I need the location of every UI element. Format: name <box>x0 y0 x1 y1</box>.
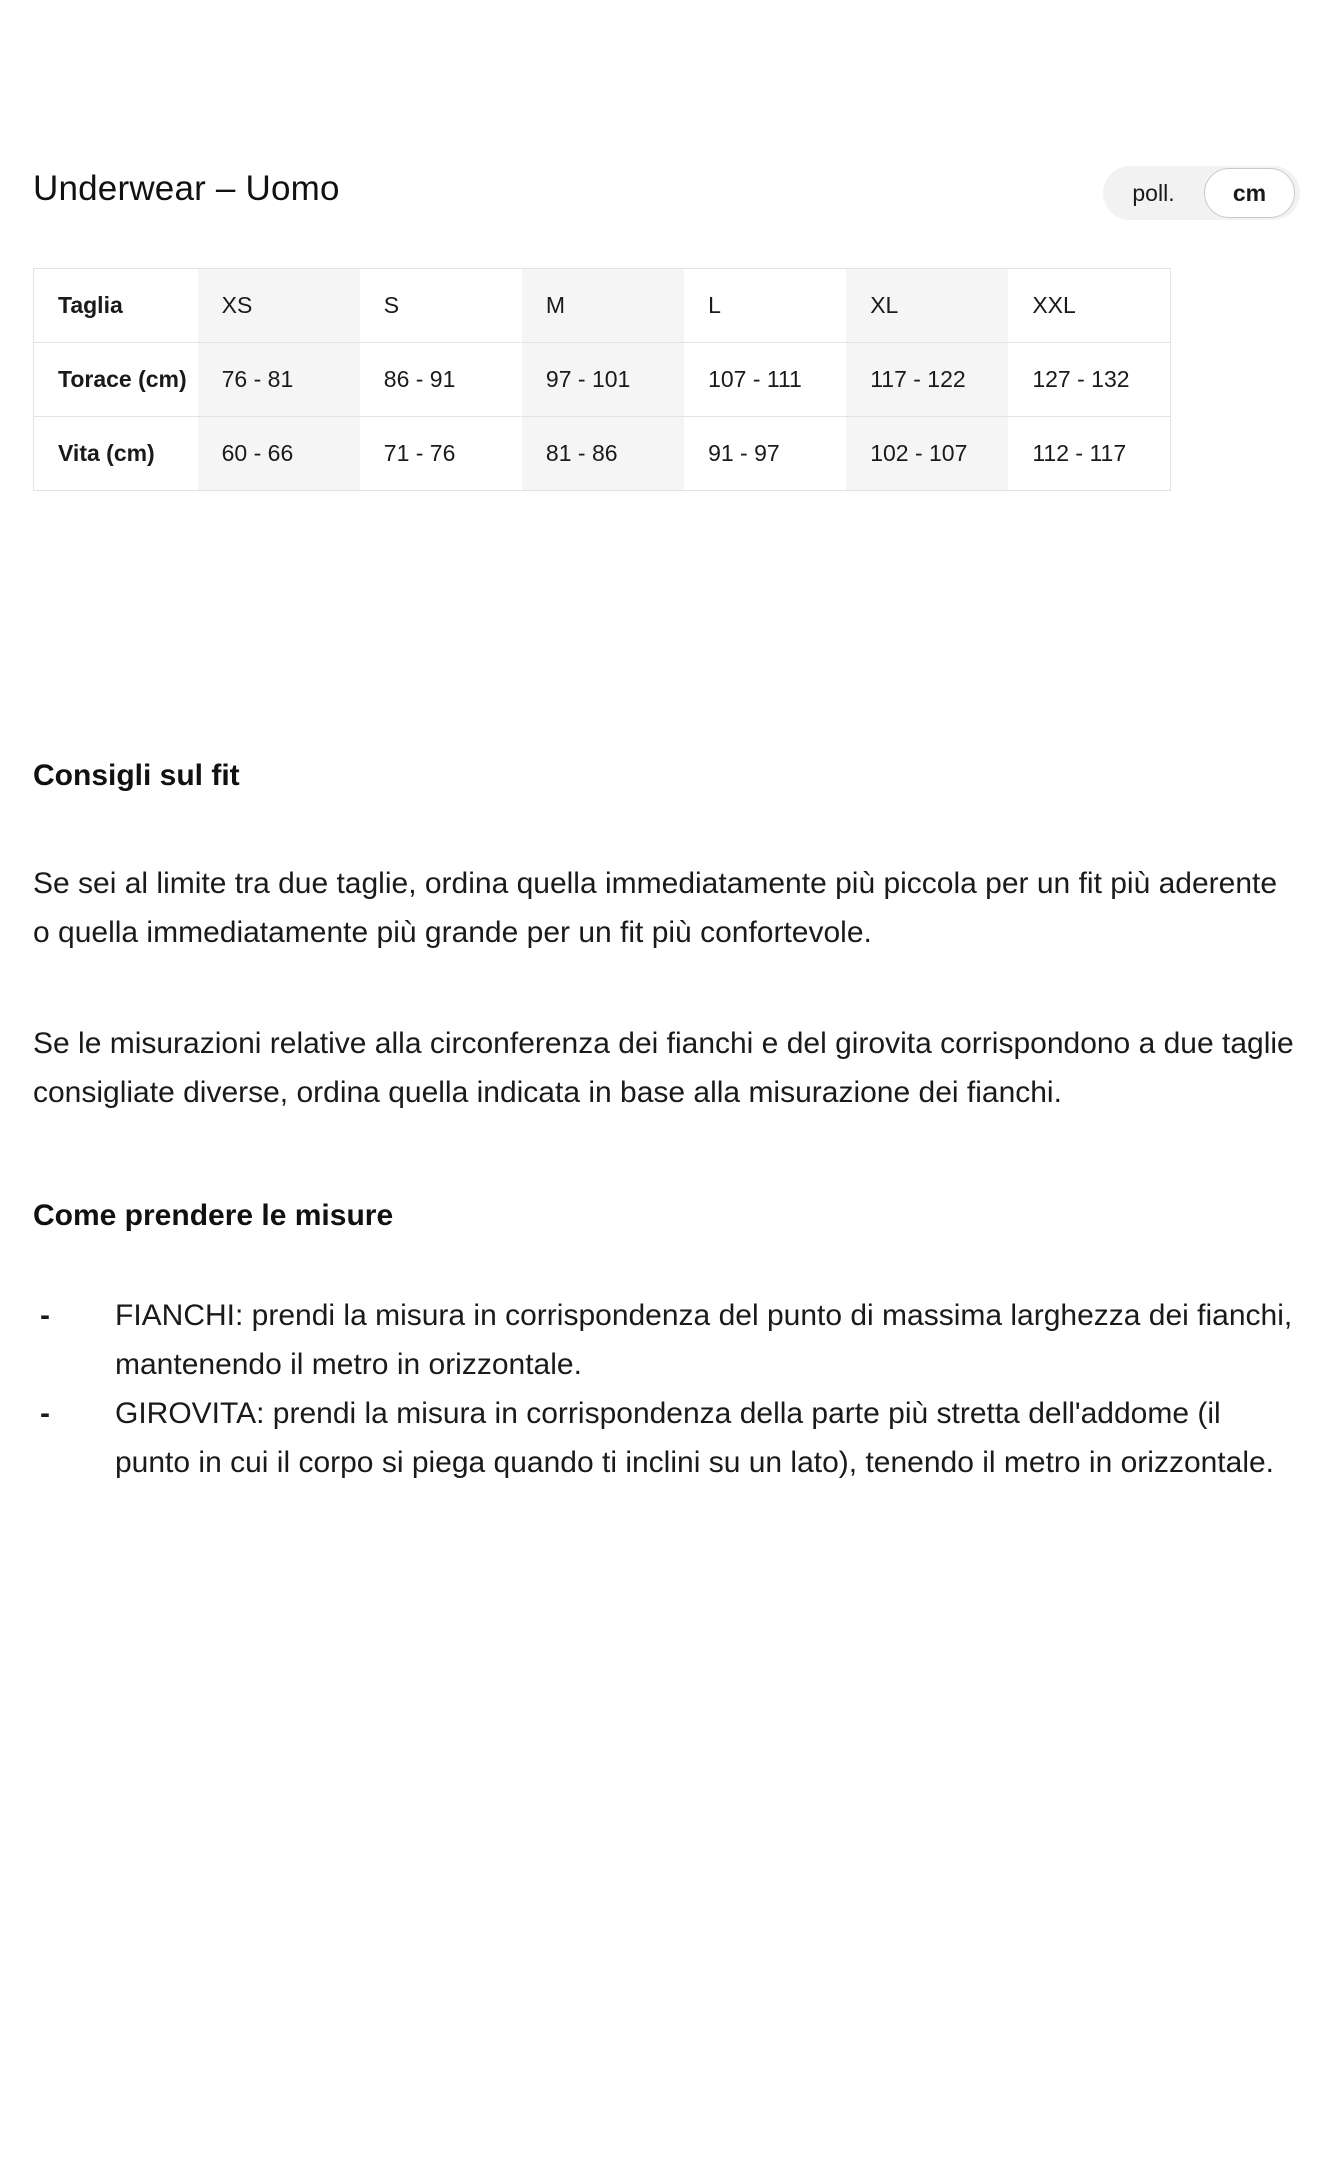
table-cell: 107 - 111 <box>708 366 802 392</box>
table-cell: 117 - 122 <box>870 366 966 392</box>
table-cell: 86 - 91 <box>383 366 456 392</box>
list-item-text: GIROVITA: prendi la misura in corrispondenza della parte più stretta dell'addome (il punto in cui il corpo si piega quando ti inclini su un lato), tenendo il metro in orizzontale. <box>115 1397 1275 1479</box>
table-cell: 91 - 97 <box>708 440 780 466</box>
table-header-l: L <box>708 292 721 318</box>
table-row-torace <box>34 343 1171 417</box>
table-header-row <box>34 269 1171 343</box>
table-cell: 76 - 81 <box>221 366 294 392</box>
page-title: Underwear – Uomo <box>33 169 340 208</box>
table-cell: 97 - 101 <box>545 366 631 392</box>
size-guide-page <box>0 158 1333 2158</box>
measuring-heading: Come prendere le misure <box>33 1199 394 1232</box>
dash-bullet-icon: - <box>40 1397 50 1430</box>
fit-advice-paragraph: Se sei al limite tra due taglie, ordina quella immediatamente più piccola per un fit più aderente o quella immediatamente più grande per un fit più confortevole. <box>33 867 1278 949</box>
fit-advice-heading: Consigli sul fit <box>33 759 240 792</box>
table-cell: 60 - 66 <box>221 440 294 466</box>
unit-option-cm[interactable]: cm <box>1204 168 1295 218</box>
list-item-text: FIANCHI: prendi la misura in corrispondenza del punto di massima larghezza dei fianchi, mantenendo il metro in orizzontale. <box>115 1299 1293 1381</box>
unit-option-inches[interactable]: poll. <box>1103 180 1204 207</box>
measuring-list <box>33 1291 1300 1487</box>
row-label-vita: Vita (cm) <box>58 440 155 466</box>
table-cell: 127 - 132 <box>1032 366 1130 392</box>
fit-advice-paragraph: Se le misurazioni relative alla circonferenza dei fianchi e del girovita corrispondono a due taglie consigliate diverse, ordina quella indicata in base alla misurazione dei fianchi. <box>33 1027 1294 1109</box>
table-header-s: S <box>383 292 400 318</box>
list-item-girovita <box>33 1389 1300 1487</box>
dash-bullet-icon: - <box>40 1299 50 1332</box>
list-item-fianchi <box>33 1291 1300 1389</box>
table-cell: 112 - 117 <box>1032 440 1127 466</box>
table-cell: 71 - 76 <box>383 440 456 466</box>
table-row-vita <box>34 417 1171 491</box>
table-header-xxl: XXL <box>1032 292 1076 318</box>
table-cell: 102 - 107 <box>870 440 968 466</box>
table-cell: 81 - 86 <box>545 440 618 466</box>
table-header-taglia: Taglia <box>58 292 123 318</box>
table-header-xs: XS <box>221 292 253 318</box>
header-row <box>33 158 1300 220</box>
unit-toggle[interactable] <box>1103 166 1300 220</box>
size-table <box>33 268 1171 491</box>
table-header-xl: XL <box>870 292 899 318</box>
table-header-m: M <box>545 292 566 318</box>
row-label-torace: Torace (cm) <box>58 366 187 392</box>
